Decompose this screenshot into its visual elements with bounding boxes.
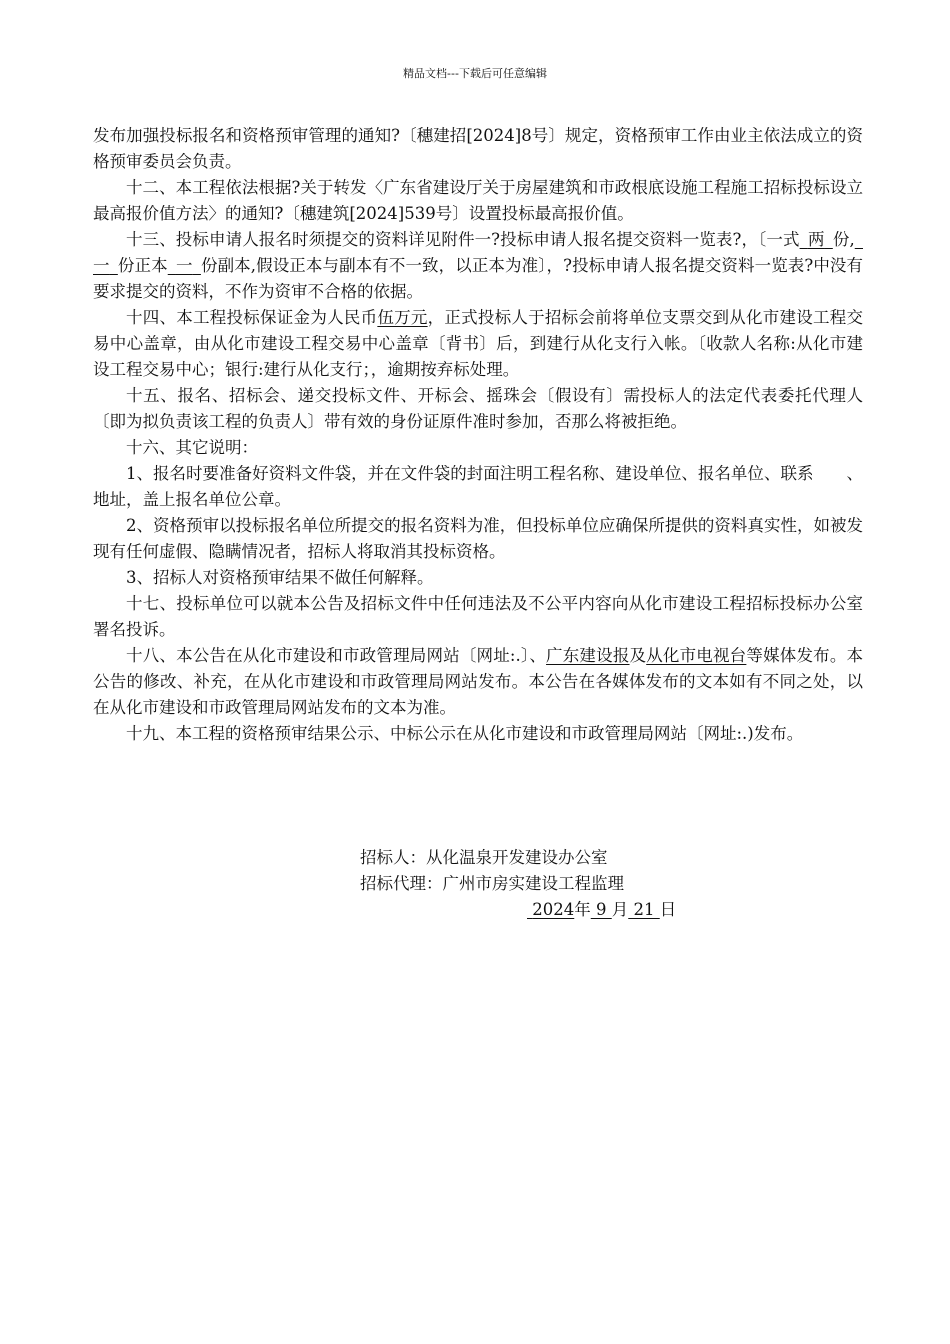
paragraph-14-text-c: ，正式投标人于招标会前将单位支票交到从化市建设工程交易中心盖章，由从化市建设工程交易中心盖章〔背书〕后，到建行从化支行入帐。〔收款人名称:从化市建设工程交易中心；银行:建行从化支行；，逾期按弃标处理。 [93, 308, 864, 379]
paragraph-18-text-a: 十八、本公告在从化市建设和市政管理局网站〔网址:.〕、 [126, 646, 547, 665]
tenderer-line: 招标人：从化温泉开发建设办公室 [360, 848, 608, 867]
copies-count: 两 [807, 230, 825, 249]
media-conghua-tv: 从化市电视台 [646, 646, 747, 665]
date-day-unit: 日 [659, 900, 677, 919]
paragraph-13-text-c: 份, [832, 230, 855, 249]
paragraph-13-text-a: 十三、投标申请人报名时须提交的资料详见附件一?投标申请人报名提交资料一览表?，〔一式 [126, 230, 800, 249]
paragraph-15: 十五、报名、招标会、递交投标文件、开标会、摇珠会〔假设有〕需投标人的法定代表委托代理人〔即为拟负责该工程的负责人〕带有效的身份证原件准时参加，否那么将被拒绝。 [93, 386, 863, 431]
paragraph-11-continued: 发布加强投标报名和资格预审管理的通知?〔穗建招[2024]8号〕规定，资格预审工作由业主依法成立的资格预审委员会负责。 [93, 126, 863, 171]
paragraph-18 [93, 643, 863, 721]
date-day: 21 [633, 900, 655, 919]
date-month: 9 [596, 900, 607, 919]
document-body [93, 123, 863, 747]
paragraph-16-item-1: 1、报名时要准备好资料文件袋，并在文件袋的封面注明工程名称、建设单位、报名单位、联系 、地址，盖上报名单位公章。 [93, 464, 863, 509]
media-guangdong-construction-news: 广东建设报 [546, 646, 630, 665]
paragraph-16-item-3: 3、招标人对资格预审结果不做任何解释。 [126, 568, 434, 587]
date-month-unit: 月 [611, 900, 629, 919]
paragraph-16-item-2: 2、资格预审以投标报名单位所提交的报名资料为准，但投标单位应确保所提供的资料真实性，如被发现有任何虚假、隐瞒情况者，招标人将取消其投标资格。 [93, 516, 863, 561]
paragraph-18-text-c: 及 [629, 646, 647, 665]
original-count: 一 [93, 256, 110, 275]
paragraph-13 [93, 227, 863, 305]
paragraph-17: 十七、投标单位可以就本公告及招标文件中任何违法及不公平内容向从化市建设工程招标投标办公室署名投诉。 [93, 594, 863, 639]
agent-line: 招标代理：广州市房实建设工程监理 [360, 874, 624, 893]
date-year: 2024 [532, 900, 575, 919]
signature-block [360, 845, 624, 897]
duplicate-count: 一 [175, 256, 193, 275]
paragraph-14-text-a: 十四、本工程投标保证金为人民币 [126, 308, 378, 327]
page-header: 精品文档---下载后可任意编辑 [403, 67, 547, 80]
signature-date [527, 897, 676, 923]
paragraph-13-text-g: 份副本,假设正本与副本有不一致，以正本为准〕，?投标申请人报名提交资料一览表?中没有要求提交的资料，不作为资审不合格的依据。 [93, 256, 864, 301]
paragraph-14 [93, 305, 863, 383]
paragraph-19: 十九、本工程的资格预审结果公示、中标公示在从化市建设和市政管理局网站〔网址:.)发布。 [126, 724, 804, 743]
deposit-amount: 伍万元 [377, 308, 428, 327]
paragraph-16-heading: 十六、其它说明： [126, 438, 258, 457]
paragraph-18-text-e: 等媒体发布。本公告的修改、补充，在从化市建设和市政管理局网站发布。本公告在各媒体发布的文本如有不同之处，以在从化市建设和市政管理局网站发布的文本为准。 [93, 646, 864, 717]
date-year-unit: 年 [574, 900, 591, 919]
paragraph-13-text-e: 份正本 [117, 256, 168, 275]
paragraph-12: 十二、本工程依法根据?关于转发〈广东省建设厅关于房屋建筑和市政根底设施工程施工招标投标设立最高报价值方法〉的通知?〔穗建筑[2024]539号〕设置投标最高报价值。 [93, 178, 863, 223]
